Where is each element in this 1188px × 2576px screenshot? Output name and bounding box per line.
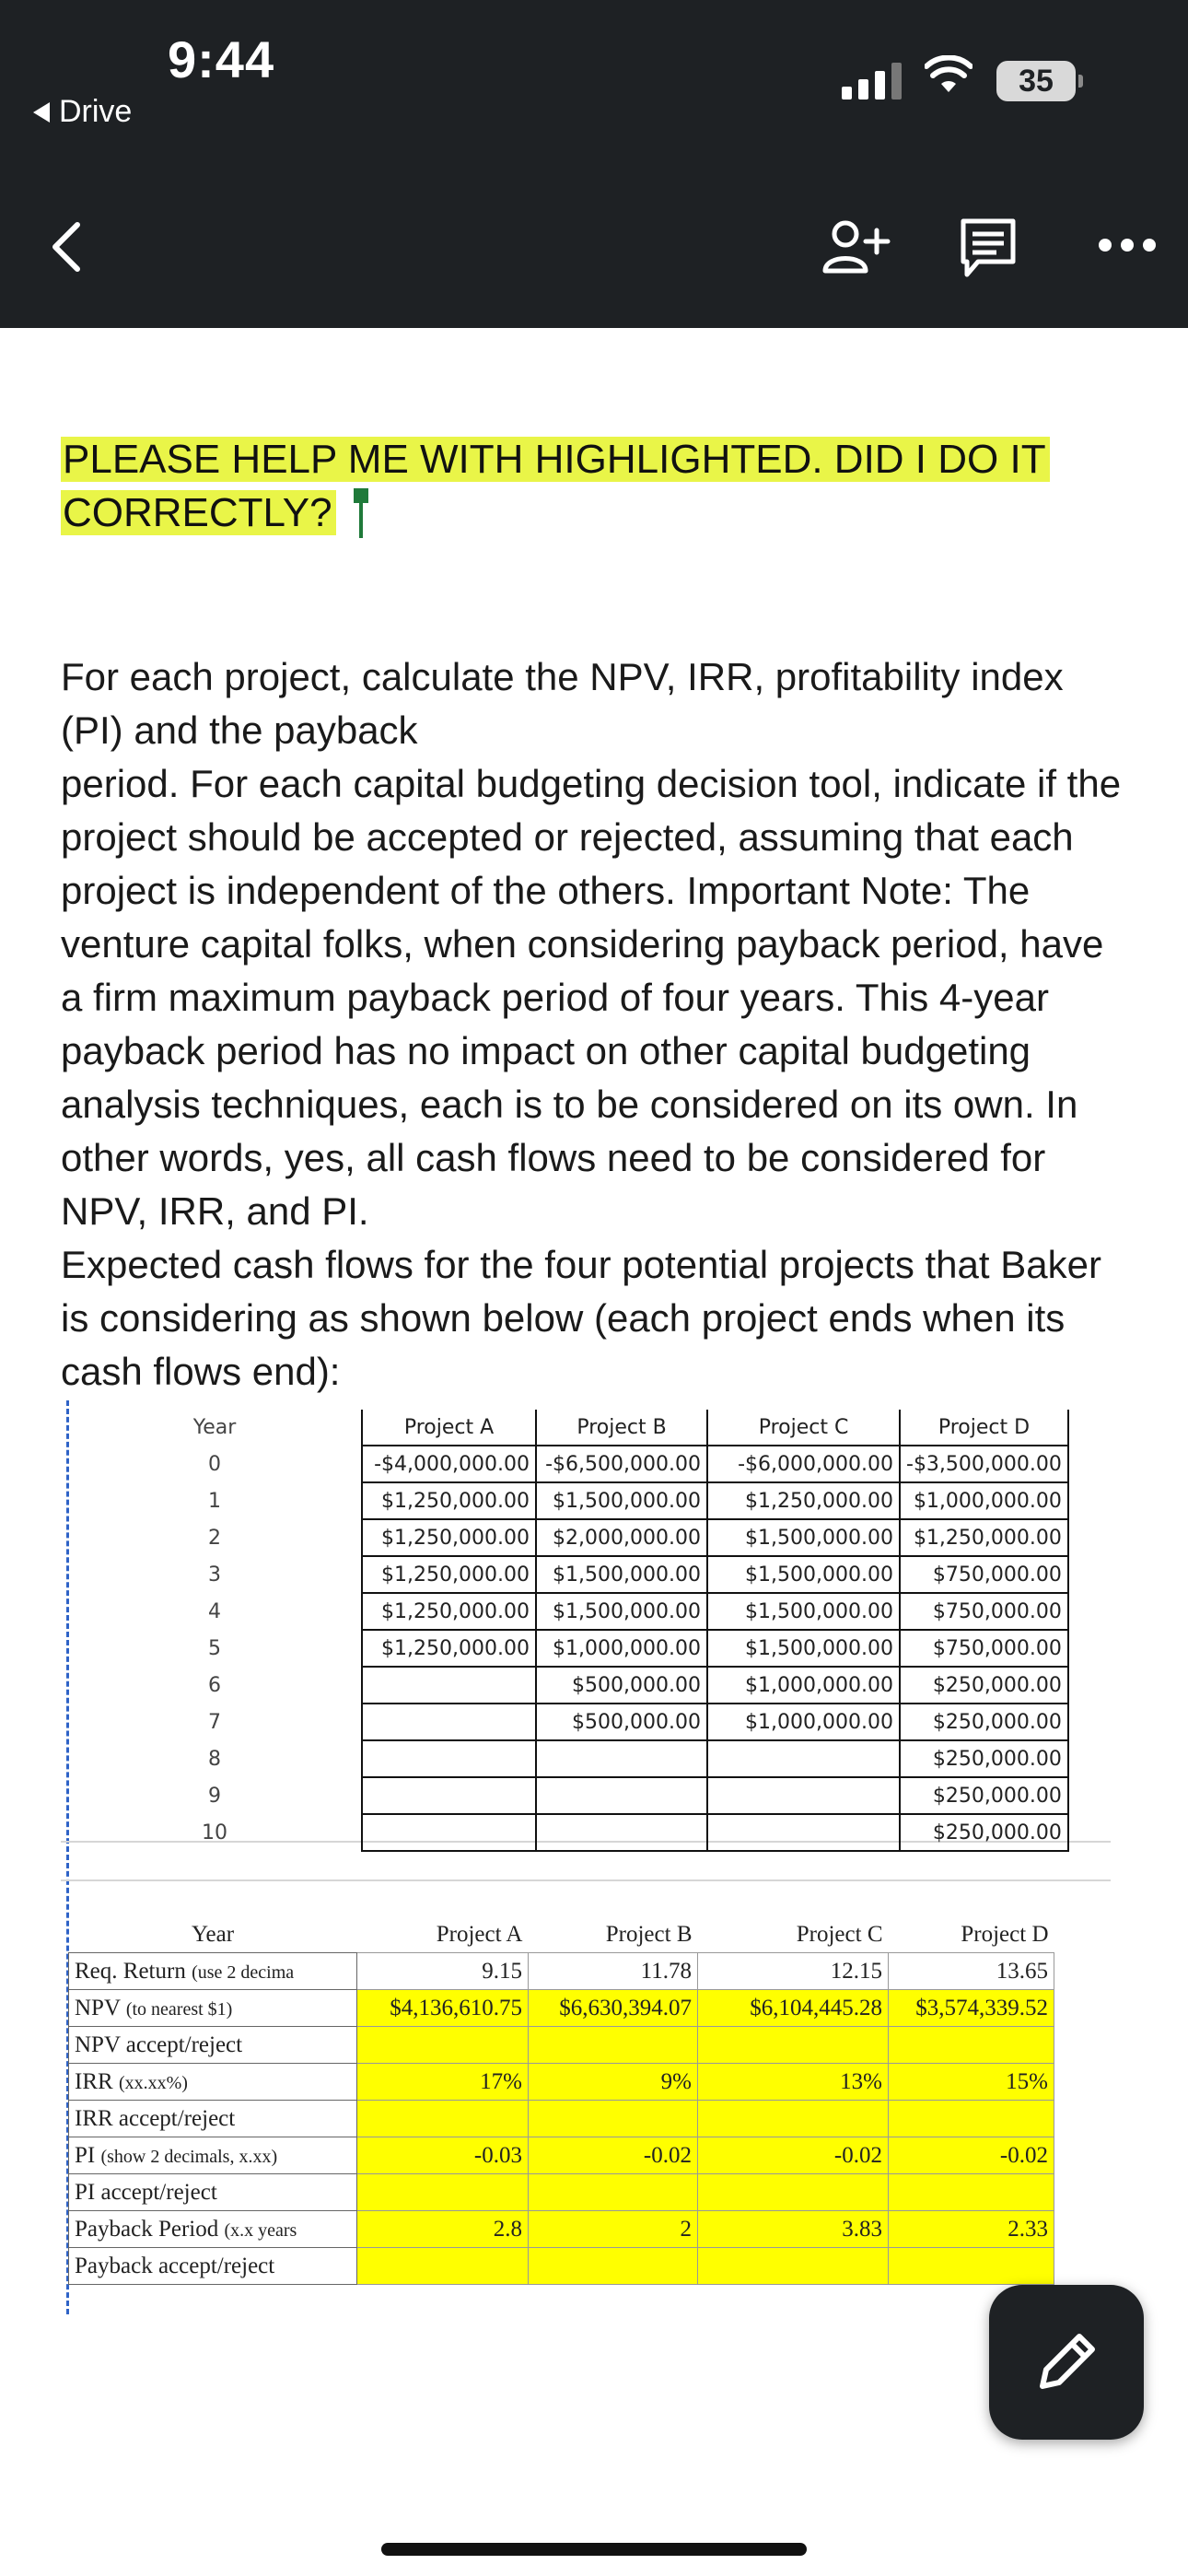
pi-accept-reject-row [69, 2174, 1054, 2211]
payback-row [69, 2211, 1054, 2248]
cf-cell: $250,000.00 [900, 1777, 1068, 1814]
status-time: 9:44 [168, 30, 275, 88]
analysis-cell: 11.78 [529, 1953, 698, 1990]
cf-cell: $1,250,000.00 [900, 1519, 1068, 1556]
irr-accept-reject-row [69, 2101, 1054, 2137]
row-label-text: NPV [75, 1995, 121, 2020]
cf-cell: $1,500,000.00 [536, 1593, 707, 1630]
cf-year: 3 [68, 1556, 362, 1593]
cf-cell: $1,250,000.00 [362, 1482, 536, 1519]
npv-accept-reject-row [69, 2027, 1054, 2064]
cf-cell: $1,500,000.00 [707, 1593, 900, 1630]
cash-flow-row [68, 1556, 1068, 1593]
cf-cell [707, 1777, 900, 1814]
cash-flow-row [68, 1777, 1068, 1814]
cf-cell: $250,000.00 [900, 1814, 1068, 1851]
cash-flow-row [68, 1667, 1068, 1704]
cf-year: 4 [68, 1593, 362, 1630]
row-label-note: (use 2 decima [192, 1961, 295, 1983]
analysis-cell [698, 2248, 889, 2285]
pencil-icon [1031, 2327, 1101, 2397]
cf-cell [362, 1814, 536, 1851]
header-project-a: Project A [362, 1410, 536, 1446]
cf-cell: $250,000.00 [900, 1667, 1068, 1704]
row-label-text: NPV accept/reject [75, 2032, 243, 2057]
cf-cell: $1,500,000.00 [707, 1630, 900, 1667]
cf-year: 2 [68, 1519, 362, 1556]
cf-cell: $1,000,000.00 [536, 1630, 707, 1667]
row-label-text: IRR accept/reject [75, 2105, 236, 2131]
analysis-table [68, 1916, 1054, 2285]
analysis-cell: 15% [889, 2064, 1054, 2101]
cf-cell: $1,250,000.00 [362, 1556, 536, 1593]
cf-cell [362, 1777, 536, 1814]
header-project-c: Project C [707, 1410, 900, 1446]
row-label [69, 2101, 357, 2137]
cash-flow-row [68, 1482, 1068, 1519]
cf-cell [707, 1814, 900, 1851]
analysis-cell [889, 2174, 1054, 2211]
cash-flow-table [68, 1410, 1069, 1852]
analysis-cell: 2.33 [889, 2211, 1054, 2248]
top-bar [0, 0, 1188, 328]
cf-cell [362, 1704, 536, 1740]
analysis-cell: -0.02 [529, 2137, 698, 2174]
cf-cell: $1,250,000.00 [362, 1593, 536, 1630]
npv-row [69, 1990, 1054, 2027]
cf-cell [536, 1777, 707, 1814]
analysis-cell [529, 2248, 698, 2285]
back-triangle-icon [33, 102, 50, 123]
battery-nub [1078, 75, 1083, 88]
cf-year: 9 [68, 1777, 362, 1814]
cf-cell [707, 1740, 900, 1777]
instructions-text [61, 650, 1129, 1399]
cellular-signal-icon [842, 61, 902, 100]
payback-accept-reject-row [69, 2248, 1054, 2285]
analysis-header-year: Year [191, 1921, 235, 1947]
chevron-left-icon[interactable] [48, 221, 85, 273]
analysis-cell: $3,574,339.52 [889, 1990, 1054, 2027]
header-project-d: Project D [900, 1410, 1068, 1446]
analysis-cell [357, 2101, 529, 2137]
row-label-text: Payback accept/reject [75, 2253, 275, 2278]
cf-cell: $1,500,000.00 [707, 1519, 900, 1556]
row-label-text: Req. Return [75, 1958, 186, 1984]
analysis-cell [698, 2101, 889, 2137]
row-label-text: Payback Period [75, 2216, 219, 2242]
analysis-cell [529, 2027, 698, 2064]
header-year: Year [68, 1410, 362, 1446]
sheet-gridline [61, 1879, 1111, 1881]
cf-cell: -$6,000,000.00 [707, 1446, 900, 1482]
cf-year: 5 [68, 1630, 362, 1667]
analysis-cell [529, 2174, 698, 2211]
row-label [69, 2027, 357, 2064]
text-cursor-handle[interactable] [354, 488, 368, 538]
cf-cell: $1,500,000.00 [536, 1556, 707, 1593]
analysis-cell: 13% [698, 2064, 889, 2101]
cash-flow-header-row [68, 1410, 1068, 1446]
cf-cell: $1,500,000.00 [707, 1556, 900, 1593]
analysis-cell [889, 2101, 1054, 2137]
cf-cell: $1,250,000.00 [707, 1482, 900, 1519]
cash-flow-row [68, 1630, 1068, 1667]
cash-flow-row [68, 1704, 1068, 1740]
cf-year: 0 [68, 1446, 362, 1482]
paragraph-1: For each project, calculate the NPV, IRR, profitability index (PI) and the payback [61, 655, 1064, 752]
cf-cell: $750,000.00 [900, 1593, 1068, 1630]
cf-cell: $500,000.00 [536, 1667, 707, 1704]
more-horizontal-icon[interactable] [1098, 238, 1157, 252]
cf-year: 10 [68, 1814, 362, 1851]
paragraph-3: Expected cash flows for the four potential projects that Baker is considering as shown below (each project ends when its cash flows end): [61, 1243, 1101, 1393]
analysis-header-project-d: Project D [961, 1921, 1049, 1947]
cf-cell: $250,000.00 [900, 1740, 1068, 1777]
cf-cell: $2,000,000.00 [536, 1519, 707, 1556]
pi-row [69, 2137, 1054, 2174]
row-label-text: PI [75, 2142, 96, 2168]
analysis-cell: $4,136,610.75 [357, 1990, 529, 2027]
cursor-knob [354, 488, 368, 503]
battery-level: 35 [996, 61, 1076, 101]
cursor-stem [359, 501, 363, 538]
analysis-cell: 3.83 [698, 2211, 889, 2248]
analysis-cell: 9% [529, 2064, 698, 2101]
row-label [69, 2174, 357, 2211]
cash-flow-row [68, 1740, 1068, 1777]
cf-year: 8 [68, 1740, 362, 1777]
row-label-text: IRR [75, 2068, 113, 2094]
cf-year: 6 [68, 1667, 362, 1704]
cf-cell: -$4,000,000.00 [362, 1446, 536, 1482]
analysis-cell [698, 2027, 889, 2064]
cf-cell: $1,250,000.00 [362, 1519, 536, 1556]
analysis-cell [357, 2248, 529, 2285]
spreadsheet-image[interactable] [61, 1400, 1111, 2314]
row-label-note: (x.x years [224, 2219, 297, 2241]
add-person-icon[interactable] [821, 217, 891, 276]
cf-cell: $750,000.00 [900, 1556, 1068, 1593]
home-indicator[interactable] [381, 2543, 807, 2556]
comment-icon[interactable] [960, 217, 1017, 280]
header-project-b: Project B [536, 1410, 707, 1446]
analysis-cell: -0.02 [698, 2137, 889, 2174]
analysis-cell: $6,630,394.07 [529, 1990, 698, 2027]
cash-flow-row [68, 1814, 1068, 1851]
question-highlight-text: PLEASE HELP ME WITH HIGHLIGHTED. DID I DO IT CORRECTLY? [61, 437, 1050, 535]
cf-cell [362, 1667, 536, 1704]
analysis-cell: -0.03 [357, 2137, 529, 2174]
row-label [69, 2137, 357, 2174]
cf-year: 1 [68, 1482, 362, 1519]
wifi-icon [925, 55, 973, 94]
row-label-note: (show 2 decimals, x.xx) [100, 2146, 278, 2167]
analysis-cell [529, 2101, 698, 2137]
cf-cell: $1,000,000.00 [707, 1667, 900, 1704]
back-to-drive-link[interactable] [33, 94, 132, 130]
analysis-header-project-c: Project C [796, 1921, 883, 1947]
cash-flow-row [68, 1593, 1068, 1630]
row-label-text: PI accept/reject [75, 2179, 217, 2205]
analysis-cell: -0.02 [889, 2137, 1054, 2174]
analysis-cell: 2 [529, 2211, 698, 2248]
analysis-header-project-a: Project A [436, 1921, 523, 1947]
analysis-cell [889, 2027, 1054, 2064]
cf-cell [536, 1814, 707, 1851]
analysis-cell [889, 2248, 1054, 2285]
cash-flow-row [68, 1519, 1068, 1556]
edit-button[interactable] [989, 2285, 1144, 2440]
req-return-row [69, 1953, 1054, 1990]
analysis-header-project-b: Project B [605, 1921, 693, 1947]
irr-row [69, 2064, 1054, 2101]
cf-cell: -$6,500,000.00 [536, 1446, 707, 1482]
row-label [69, 2064, 357, 2101]
row-label-note: (to nearest $1) [125, 1998, 233, 2020]
cf-cell: $750,000.00 [900, 1630, 1068, 1667]
cf-cell: $1,250,000.00 [362, 1630, 536, 1667]
analysis-cell: 2.8 [357, 2211, 529, 2248]
battery-indicator [996, 61, 1083, 101]
cf-cell: $1,000,000.00 [707, 1704, 900, 1740]
cf-cell: -$3,500,000.00 [900, 1446, 1068, 1482]
analysis-header-row [69, 1916, 1054, 1953]
cf-cell: $250,000.00 [900, 1704, 1068, 1740]
cf-cell [536, 1740, 707, 1777]
row-label [69, 1953, 357, 1990]
cf-cell [362, 1740, 536, 1777]
analysis-cell: 13.65 [889, 1953, 1054, 1990]
cf-cell: $1,500,000.00 [536, 1482, 707, 1519]
row-label [69, 1990, 357, 2027]
back-app-label: Drive [59, 94, 133, 129]
cash-flow-row [68, 1446, 1068, 1482]
row-label-note: (xx.xx%) [118, 2072, 188, 2093]
analysis-cell: $6,104,445.28 [698, 1990, 889, 2027]
analysis-cell [698, 2174, 889, 2211]
paragraph-2: period. For each capital budgeting decision tool, indicate if the project should be accepted or rejected, assuming that each project is independent of the others. Important Note: The venture capital folks, when considering payback period, have a firm maximum payback period of four years. This 4-year payback period has no impact on other capital budgeting analysis techniques, each is to be considered on its own. In other words, yes, all cash flows need to be considered for NPV, IRR, and PI. [61, 762, 1122, 1233]
analysis-cell [357, 2174, 529, 2211]
highlighted-question[interactable] [61, 433, 1074, 540]
cf-cell: $1,000,000.00 [900, 1482, 1068, 1519]
analysis-cell: 17% [357, 2064, 529, 2101]
analysis-cell: 12.15 [698, 1953, 889, 1990]
cf-year: 7 [68, 1704, 362, 1740]
row-label [69, 2211, 357, 2248]
analysis-cell: 9.15 [357, 1953, 529, 1990]
analysis-cell [357, 2027, 529, 2064]
row-label [69, 2248, 357, 2285]
cf-cell: $500,000.00 [536, 1704, 707, 1740]
